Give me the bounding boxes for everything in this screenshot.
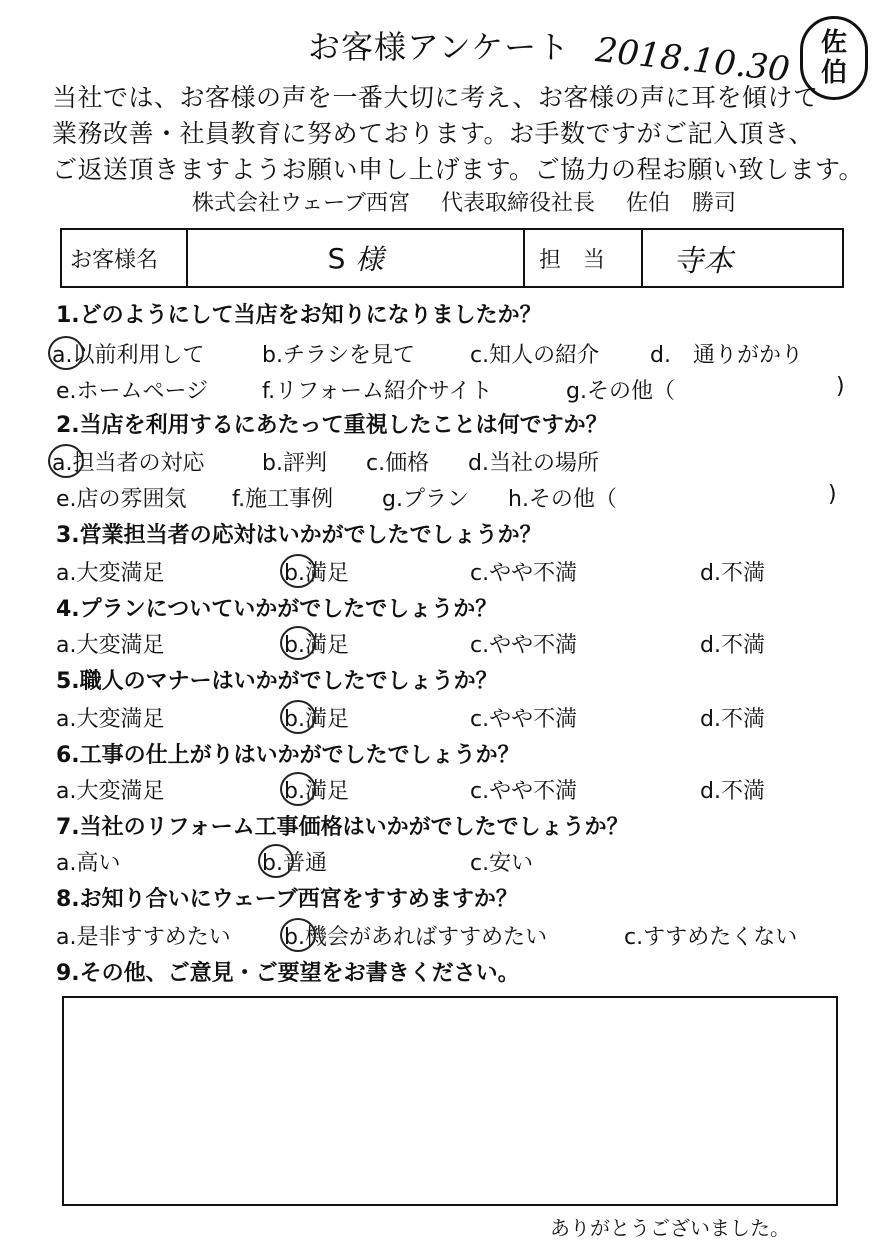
- intro-line-1: 当社では、お客様の声を一番大切に考え、お客様の声に耳を傾けて: [52, 83, 819, 112]
- customer-name-value: S: [327, 241, 346, 275]
- q6-option-b[interactable]: b.満足: [284, 774, 349, 805]
- customer-info-box: [60, 228, 844, 288]
- question-5: 5.職人のマナーはいかがでしたでしょうか？: [56, 669, 498, 694]
- q2-option-g[interactable]: g.プラン: [382, 487, 469, 512]
- company-line: [192, 186, 760, 217]
- question-4: 4.プランについていかがでしたでしょうか？: [56, 597, 498, 622]
- q7-option-c[interactable]: c.安い: [470, 851, 534, 876]
- q1-option-f[interactable]: f.リフォーム紹介サイト: [262, 379, 493, 404]
- q3-option-b[interactable]: b.満足: [284, 556, 349, 587]
- q1-option-a[interactable]: a.以前利用して: [52, 338, 204, 369]
- q1-option-d[interactable]: d. 通りがかり: [650, 343, 803, 368]
- q3-option-a[interactable]: a.大変満足: [56, 561, 165, 586]
- q2-option-c[interactable]: c.価格: [366, 451, 430, 476]
- intro-line-3: ご返送頂きますようお願い申し上げます。ご協力の程お願い致します。: [52, 155, 865, 184]
- q1-option-g[interactable]: g.その他（: [566, 379, 675, 404]
- company-person: 佐伯 勝司: [626, 191, 737, 216]
- q6-option-d[interactable]: d.不満: [700, 779, 765, 804]
- q1-option-b[interactable]: b.チラシを見て: [262, 343, 415, 368]
- question-1: 1.どのようにして当店をお知りになりましたか？: [56, 303, 542, 328]
- handwritten-date: 2018.10.30: [593, 30, 792, 91]
- question-2: 2.当店を利用するにあたって重視したことは何ですか？: [56, 413, 608, 438]
- q4-option-a[interactable]: a.大変満足: [56, 633, 165, 658]
- q5-option-a[interactable]: a.大変満足: [56, 707, 165, 732]
- q8-option-b[interactable]: b.機会があればすすめたい: [284, 920, 547, 951]
- q3-option-d[interactable]: d.不満: [700, 561, 765, 586]
- q2-option-a[interactable]: a.担当者の対応: [52, 446, 204, 477]
- q2-option-h[interactable]: h.その他（: [508, 487, 617, 512]
- q4-option-b[interactable]: b.満足: [284, 628, 349, 659]
- staff-name-field[interactable]: 寺本: [673, 244, 733, 279]
- survey-title: お客様アンケート: [308, 28, 571, 66]
- question-6: 6.工事の仕上がりはいかがでしたでしょうか？: [56, 743, 520, 768]
- q1-option-e[interactable]: e.ホームページ: [56, 379, 209, 404]
- customer-name-label: お客様名: [62, 230, 188, 286]
- q5-option-b[interactable]: b.満足: [284, 702, 349, 733]
- closing-text: ありがとうございました。: [550, 1216, 790, 1240]
- q6-option-a[interactable]: a.大変満足: [56, 779, 165, 804]
- q2-option-f[interactable]: f.施工事例: [232, 487, 334, 512]
- q5-option-c[interactable]: c.やや不満: [470, 707, 578, 732]
- q4-option-d[interactable]: d.不満: [700, 633, 765, 658]
- q1-close-paren: ): [836, 374, 845, 399]
- q8-option-c[interactable]: c.すすめたくない: [624, 925, 798, 950]
- intro-line-2: 業務改善・社員教育に努めております。お手数ですがご記入頂き、: [52, 119, 815, 148]
- customer-honorific: 様: [355, 243, 384, 276]
- q7-option-a[interactable]: a.高い: [56, 851, 121, 876]
- question-8: 8.お知り合いにウェーブ西宮をすすめますか？: [56, 887, 518, 912]
- q6-option-c[interactable]: c.やや不満: [470, 779, 578, 804]
- staff-label: 担当: [525, 230, 643, 286]
- q8-option-a[interactable]: a.是非すすめたい: [56, 925, 231, 950]
- q1-option-c[interactable]: c.知人の紹介: [470, 343, 600, 368]
- q2-option-d[interactable]: d.当社の場所: [468, 451, 599, 476]
- company-name: 株式会社ウェーブ西宮: [192, 191, 411, 216]
- question-7: 7.当社のリフォーム工事価格はいかがでしたでしょうか？: [56, 815, 629, 840]
- q2-option-b[interactable]: b.評判: [262, 451, 327, 476]
- q2-close-paren: ): [828, 482, 837, 507]
- company-title: 代表取締役社長: [441, 191, 596, 216]
- q7-option-b[interactable]: b.普通: [262, 846, 327, 877]
- q5-option-d[interactable]: d.不満: [700, 707, 765, 732]
- question-3: 3.営業担当者の応対はいかがでしたでしょうか？: [56, 523, 542, 548]
- q2-option-e[interactable]: e.店の雰囲気: [56, 487, 187, 512]
- q4-option-c[interactable]: c.やや不満: [470, 633, 578, 658]
- comment-textarea[interactable]: [62, 996, 838, 1206]
- question-9: 9.その他、ご意見・ご要望をお書きください。: [56, 961, 520, 986]
- q3-option-c[interactable]: c.やや不満: [470, 561, 578, 586]
- seal-stamp: 佐 伯: [800, 16, 868, 100]
- customer-name-field[interactable]: [188, 230, 525, 286]
